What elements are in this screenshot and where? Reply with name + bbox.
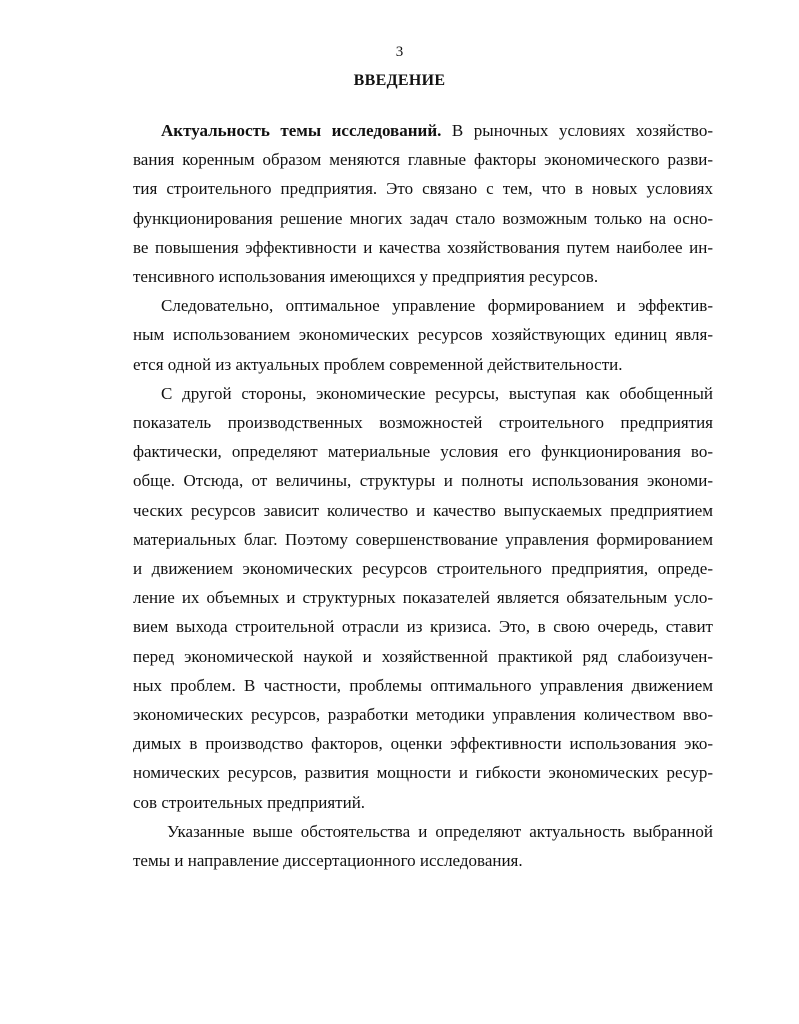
line-text: ве повышения эффективности и качества хозяйствования путем наиболее ин- <box>133 237 713 257</box>
line-text: материальных благ. Поэтому совершенствование управления формированием <box>133 529 713 549</box>
text-line <box>133 145 713 174</box>
text-line <box>133 729 713 758</box>
paragraph <box>133 817 713 875</box>
text-line <box>133 320 713 349</box>
text-line <box>133 642 713 671</box>
paragraph <box>133 379 713 817</box>
text-line <box>133 817 713 846</box>
text-line <box>133 291 713 320</box>
line-text: обще. Отсюда, от величины, структуры и полноты использования экономи- <box>133 471 713 491</box>
text-line <box>133 262 713 291</box>
text-line <box>133 846 713 875</box>
lead-phrase: Актуальность темы исследований. <box>161 121 442 140</box>
line-text: перед экономической наукой и хозяйственной практикой ряд слабоизучен- <box>133 646 713 666</box>
text-line <box>133 554 713 583</box>
line-text: ных проблем. В частности, проблемы оптимального управления движением <box>133 675 713 695</box>
line-text: тенсивного использования имеющихся у предприятия ресурсов. <box>133 267 599 287</box>
line-text: фактически, определяют материальные условия его функционирования во- <box>133 442 713 462</box>
line-text: функционирования решение многих задач стало возможным только на осно- <box>133 208 713 228</box>
paragraph <box>133 291 713 379</box>
text-line <box>133 525 713 554</box>
body-text <box>133 116 713 875</box>
line-text: димых в производство факторов, оценки эффективности использования эко- <box>133 734 713 754</box>
line-text: В рыночных условиях хозяйство- <box>441 121 713 140</box>
text-line <box>133 466 713 495</box>
line-text: С другой стороны, экономические ресурсы, выступая как обобщенный <box>161 383 713 403</box>
text-line <box>133 379 713 408</box>
text-line <box>133 350 713 379</box>
line-text: сов строительных предприятий. <box>133 792 366 812</box>
line-text: экономических ресурсов, разработки методики управления количеством вво- <box>133 705 713 725</box>
text-line <box>133 671 713 700</box>
line-text: и движением экономических ресурсов строительного предприятия, опреде- <box>133 559 713 579</box>
text-line <box>133 496 713 525</box>
text-line <box>133 204 713 233</box>
text-line <box>133 583 713 612</box>
line-text: вания коренным образом меняются главные факторы экономического разви- <box>133 150 713 170</box>
text-line <box>133 612 713 641</box>
line-text: ческих ресурсов зависит количество и качество выпускаемых предприятием <box>133 500 713 520</box>
paragraph <box>133 116 713 291</box>
line-text: ным использованием экономических ресурсов хозяйствующих единиц явля- <box>133 325 713 345</box>
line-text: ление их объемных и структурных показателей является обязательным усло- <box>133 588 713 608</box>
line-text: вием выхода строительной отрасли из кризиса. Это, в свою очередь, ставит <box>133 617 713 637</box>
text-line <box>133 233 713 262</box>
section-heading: ВВЕДЕНИЕ <box>353 72 446 89</box>
text-line <box>133 788 713 817</box>
text-line <box>133 174 713 203</box>
text-line <box>133 700 713 729</box>
line-text: Следовательно, оптимальное управление формированием и эффектив- <box>161 296 713 316</box>
line-text: Указанные выше обстоятельства и определяют актуальность выбранной <box>167 821 713 841</box>
line-text: показатель производственных возможностей строительного предприятия <box>133 413 713 433</box>
line-text: номических ресурсов, развития мощности и гибкости экономических ресур- <box>133 763 713 783</box>
text-line <box>133 758 713 787</box>
line-text: темы и направление диссертационного исследования. <box>133 851 523 871</box>
text-line <box>133 408 713 437</box>
text-line <box>133 437 713 466</box>
line-text: ется одной из актуальных проблем современной действительности. <box>133 354 623 374</box>
text-line <box>133 116 713 145</box>
page-number: 3 <box>395 44 404 60</box>
line-text: тия строительного предприятия. Это связано с тем, что в новых условиях <box>133 179 713 199</box>
